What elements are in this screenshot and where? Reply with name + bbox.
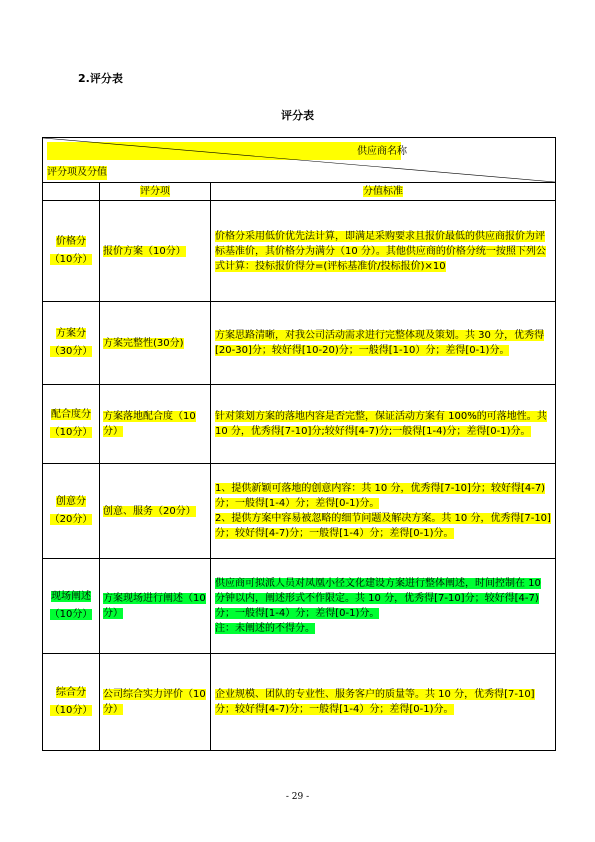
standard-cell: 1、提供新颖可落地的创意内容：共 10 分，优秀得[7-10]分；较好得[4-7)分；一般得[1-4）分；差得[0-1)分。 2、提供方案中容易被忽略的细节问题及解决方案。共 10 分，优秀得[7-10]分；较好得[4-7)分；一般得[1-4）分；差得[0-1)分。 [211, 464, 556, 559]
category-cell: 价格分 （10分） [43, 201, 100, 302]
standard-cell: 针对策划方案的落地内容是否完整，保证活动方案有 100%的可落地性。共 10 分，优秀得[7-10]分;较好得[4-7)分;一般得[1-4)分；差得[0-1)分。 [211, 385, 556, 464]
item-cell: 方案现场进行阐述（10分） [100, 559, 211, 654]
col-header-item: 评分项 [100, 183, 211, 201]
item-cell: 公司综合实力评价（10分） [100, 654, 211, 751]
table-row [43, 201, 556, 302]
col-header-standard: 分值标准 [211, 183, 556, 201]
standard-cell: 企业规模、团队的专业性、服务客户的质量等。共 10 分，优秀得[7-10]分；较好得[4-7)分；一般得[1-4）分；差得[0-1)分。 [211, 654, 556, 751]
table-row [43, 559, 556, 654]
diagonal-line [43, 138, 555, 182]
standard-cell: 价格分采用低价优先法计算，即满足采购要求且报价最低的供应商报价为评标基准价，其价格分为满分（10 分）。其他供应商的价格分统一按照下列公式计算：投标报价得分=(评标基准价/投标报价)×10 [211, 201, 556, 302]
category-cell: 现场阐述（10分） [43, 559, 100, 654]
standard-cell: 供应商可拟派人员对凤凰小径文化建设方案进行整体阐述，时间控制在 10 分钟以内，阐述形式不作限定。共 10 分，优秀得[7-10]分；较好得[4-7)分；一般得[1-4）分；差得[0-1)分。 注：未阐述的不得分。 [211, 559, 556, 654]
column-header-row [43, 183, 556, 201]
category-cell: 配合度分 （10分） [43, 385, 100, 464]
standard-cell: 方案思路清晰，对我公司活动需求进行完整体现及策划。共 30 分，优秀得[20-30]分；较好得[10-20)分；一般得[1-10）分；差得[0-1)分。 [211, 302, 556, 385]
table-title: 评分表 [281, 109, 314, 122]
table-row [43, 385, 556, 464]
table-row [43, 654, 556, 751]
category-cell: 方案分 （30分） [43, 302, 100, 385]
diagonal-header-cell [43, 138, 556, 183]
header-row [43, 138, 556, 183]
empty-header-cell [43, 183, 100, 201]
item-cell: 报价方案（10分） [100, 201, 211, 302]
category-cell: 综合分 （10分） [43, 654, 100, 751]
page-number: - 29 - [285, 792, 310, 802]
table-row [43, 464, 556, 559]
table-row [43, 302, 556, 385]
scoring-table [42, 137, 556, 751]
item-cell: 创意、服务（20分） [100, 464, 211, 559]
section-heading: 2.评分表 [78, 72, 123, 85]
category-cell: 创意分 （20分） [43, 464, 100, 559]
item-cell: 方案完整性(30分) [100, 302, 211, 385]
item-value-label: 评分项及分值 [47, 167, 107, 178]
item-cell: 方案落地配合度（10分） [100, 385, 211, 464]
supplier-name-label: 供应商名称 [357, 146, 408, 157]
